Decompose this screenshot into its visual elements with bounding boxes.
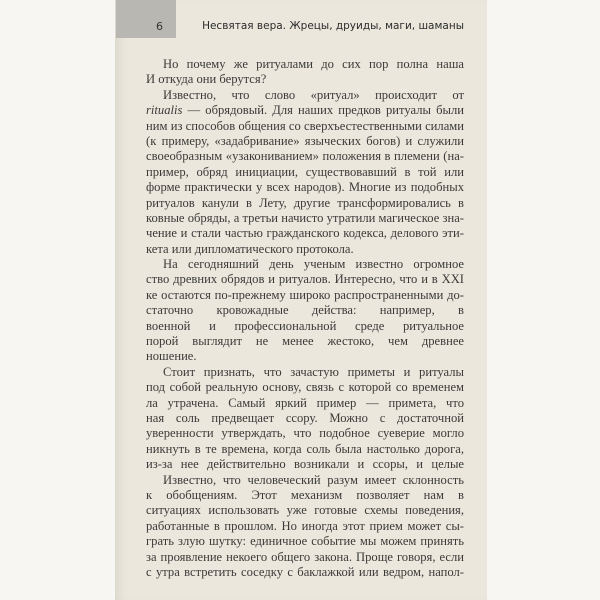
page-number: 6 bbox=[156, 20, 163, 33]
text-line bbox=[146, 473, 464, 488]
text-line bbox=[146, 550, 464, 565]
line-text: ке остаются по-прежнему широко распространенными до- bbox=[146, 287, 464, 302]
text-line bbox=[146, 272, 464, 287]
text-line bbox=[146, 365, 464, 380]
line-text: ная соль предвещает ссору. Можно с достаточной bbox=[146, 410, 464, 425]
line-text: за проявление некоего общего закона. Проще говоря, если bbox=[146, 549, 464, 564]
line-text: На сегодняшний день ученым известно огромное bbox=[163, 257, 464, 272]
line-text: из-за нее действительно возникали и ссоры, и целые bbox=[146, 457, 464, 472]
text-line bbox=[146, 411, 464, 426]
line-text: форме практически у всех народов). Многие из подобных bbox=[146, 180, 464, 195]
paragraph bbox=[146, 473, 464, 581]
text-line bbox=[146, 334, 464, 349]
text-line bbox=[146, 380, 464, 395]
line-text: статочно кровожадные действа: например, в bbox=[146, 303, 464, 318]
text-line bbox=[146, 103, 464, 118]
text-line bbox=[146, 165, 464, 180]
line-text: с утра встретить соседку с баклажкой или ведром, напол- bbox=[146, 564, 464, 579]
line-text: ритуалов канули в Лету, другие трансформировались в bbox=[146, 195, 464, 210]
line-text: Но почему же ритуалами до сих пор полна наша bbox=[163, 57, 464, 71]
text-line bbox=[146, 180, 464, 195]
text-line bbox=[146, 396, 464, 411]
line-text: военной и профессиональной среде ритуальное bbox=[146, 318, 464, 333]
text-line bbox=[146, 303, 464, 318]
paragraph bbox=[146, 57, 464, 88]
line-text: ситуациях использовать уже готовые схемы поведения, bbox=[146, 503, 464, 518]
text-line bbox=[146, 196, 464, 211]
line-text: под собой реальную основу, связь с которой со временем bbox=[146, 380, 464, 395]
line-text: чение и стали частью гражданского кодекса, делового эти- bbox=[146, 226, 464, 241]
text-line bbox=[146, 319, 464, 334]
line-text: ношение. bbox=[146, 349, 197, 364]
text-line bbox=[146, 88, 464, 103]
line-text: к обобщениям. Этот механизм позволяет нам в bbox=[146, 487, 464, 502]
body-text bbox=[146, 57, 464, 580]
text-line bbox=[146, 149, 464, 164]
line-text: порой выглядит не менее жестоко, чем древнее bbox=[146, 334, 464, 349]
running-title: Несвятая вера. Жрецы, друиды, маги, шаманы bbox=[202, 20, 464, 32]
text-line bbox=[146, 426, 464, 441]
line-text: Известно, что слово «ритуал» происходит от bbox=[163, 87, 464, 102]
line-text: пример, обряд инициации, существовавший в той или bbox=[146, 164, 464, 179]
page-number-tab bbox=[116, 0, 176, 38]
paragraph bbox=[146, 257, 464, 365]
text-line bbox=[146, 288, 464, 303]
paragraph bbox=[146, 365, 464, 473]
line-text: уверенности утверждать, что подобное суеверие могло bbox=[146, 426, 464, 441]
italic-term: ritualis bbox=[146, 103, 183, 118]
text-line bbox=[146, 503, 464, 518]
text-line bbox=[146, 134, 464, 149]
text-line bbox=[146, 442, 464, 457]
text-line bbox=[146, 211, 464, 226]
text-line bbox=[146, 457, 464, 472]
line-text: И откуда они берутся? bbox=[146, 72, 267, 87]
line-text: — обрядовый. Для наших предков ритуалы были bbox=[187, 103, 464, 118]
line-text: (к примеру, «задабривание» языческих богов) и служили bbox=[146, 133, 464, 148]
line-text: ним из способов общения со сверхъестественными силами bbox=[146, 118, 464, 133]
line-text: Известно, что человеческий разум имеет склонность bbox=[163, 472, 464, 487]
text-line bbox=[146, 72, 464, 87]
line-text: своеобразным «узакониванием» положения в племени (на- bbox=[146, 149, 464, 164]
text-line bbox=[146, 565, 464, 580]
text-line bbox=[146, 519, 464, 534]
text-line bbox=[146, 534, 464, 549]
line-text: ла утрачена. Самый яркий пример — примета, что bbox=[146, 395, 464, 410]
text-line bbox=[146, 57, 464, 72]
line-text: работанные в прошлом. Но иногда этот прием может сы- bbox=[146, 518, 464, 533]
text-line bbox=[146, 242, 464, 257]
text-line bbox=[146, 488, 464, 503]
line-text: ковные обряды, а третьи начисто утратили магическое зна- bbox=[146, 210, 464, 225]
text-line bbox=[146, 349, 464, 364]
line-text: Стоит признать, что зачастую приметы и ритуалы bbox=[163, 364, 464, 379]
line-text: грать злую шутку: единичное событие мы можем принять bbox=[146, 534, 464, 549]
text-line bbox=[146, 226, 464, 241]
text-line bbox=[146, 257, 464, 272]
paragraph bbox=[146, 88, 464, 257]
line-text: никнуть в те времена, когда соль была настолько дорога, bbox=[146, 441, 464, 456]
text-line bbox=[146, 119, 464, 134]
line-text: кета или дипломатического протокола. bbox=[146, 241, 354, 256]
line-text: ство древних обрядов и ритуалов. Интересно, что и в XXI bbox=[146, 272, 464, 287]
